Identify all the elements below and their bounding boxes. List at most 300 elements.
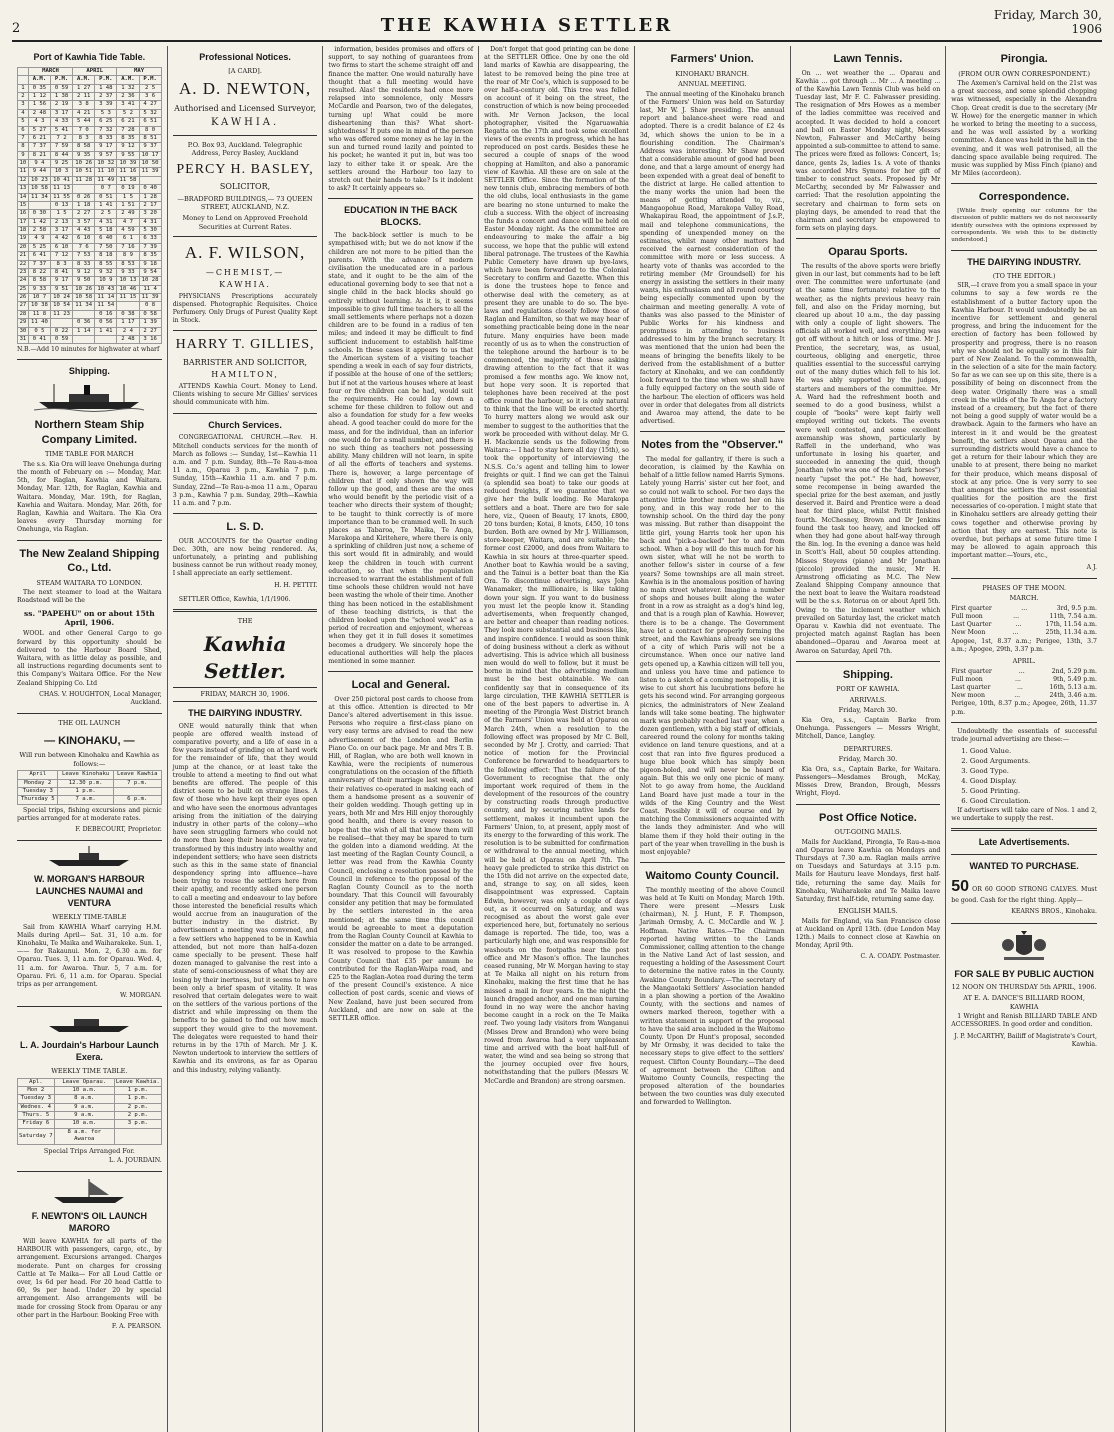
jourdain-cell: Thurs. 5 <box>18 1112 55 1120</box>
moon-march-apogee: Apogee, 1st, 8.37 a.m.; Perigee, 13th, 3.7 a.m.; Apogee, 29th, 3.37 p.m. <box>951 637 1097 653</box>
tide-cell: 11 10 <box>95 168 117 176</box>
tide-blank <box>18 76 29 84</box>
basley-office: —BRADFORD BUILDINGS,— 73 QUEEN STREET, AUCKLAND, N.Z. <box>177 194 313 212</box>
moon-phase-cell: New moon <box>951 692 985 700</box>
tide-cell: 3 39 <box>95 101 117 109</box>
jourdain-row <box>18 1086 162 1094</box>
tide-cell: 4 31 <box>139 218 161 226</box>
tide-cell: 2 36 <box>117 93 139 101</box>
tide-row <box>18 109 162 117</box>
launch-cell: 1 p.m. <box>58 788 113 796</box>
wilson-role: —CHEMIST,— <box>205 267 285 277</box>
newton-launch-signature: F. A. PEARSON. <box>111 1322 162 1330</box>
tide-cell: 0 16 <box>95 310 117 318</box>
tide-cell: 9 18 <box>139 260 161 268</box>
tide-cell: 9 17 <box>95 143 117 151</box>
tide-cell: 8 53 <box>117 260 139 268</box>
divider <box>796 804 941 805</box>
essentials-item: 4. Good Display. <box>961 777 1017 786</box>
jourdain-cell: 9 a.m. <box>54 1112 114 1120</box>
local-general-continued: Don't forget that good printing can be done at the SETTLER Office. One by one the old land marks of Kawhia are disappearing, the latest to be removed being the pine tree at the rear of Mr Coe's, which is supposed to be over half-a-century old. This tree was felled on account of it being on the street, the construction of which is now being proceeded with. Mr Vernon Jackson, the local photographer, visited the Ngaruawahia Regatta on the 17th and took some excellent views of the events in progress, which he has reproduced on post cards. Besides these he secured a couple of snaps of the wood chopping at Hamilton, and also a panoramic view of Kawhia. All these are on sale at the SETTLER Office. Since the formation of the new tennis club, embracing members of both the old clubs, local enthusiasts in the game are bearing no stone unturned to make the club a success. With the object of increasing the funds a concert and dance will be held on Easter Monday night. As the committee are endeavouring to make the affair a big success, we hope that the public will extend liberal patronage. The trustees of the Kawhia Public Cemetery have drawn up bye-laws, which have been forwarded to the Colonial Secretary to confirm and Gazette. When this is done the trustees hope to fence and otherwise deal with the cemetery, as at present they are unable to do so. The bye-laws and regulations closely follow those of Raglan and Hamilton, so that we may hear of something practicable being done in the near future. Many enquiries have been made recently of us as to when the construction of the telephone around the harbour is to be commenced, the majority of those asking drawing attention to the fact that it was promised a few months ago. We know not, but hope very soon. It is reported that telephones have been received at the post office round the harbour, so it is only natural to think that the line will be erected shortly. To hurry matters along we would ask our member to suggest to the authorities that the work be proceeded with without delay. Mr G. H. Mackenzie sends us the following from Waitara:— I had to stay here all day (15th), so took the opportunity of interviewing the N.S.S. Co.'s agent and telling him to lower freights or quit. I find we can get the Tainui (a splendid sea boat) to take our goods at reduced freights, if we guarantee that we give her the bulk loading. Re Marakopa settlers and a boat. There are two for sale here, viz., Queen of Beauty, 17 knots, £800, 20 tons burden; Kotai, 8 knots, £450, 10 tons burden. Both are owned by Mr J. Williamson, store-keeper, Waitara, and are suitable; the former cost £2000, and does from Waitara to Kawhia in six hours at three-quarter speed. Another boat to Kawhia would be a saving, and the Tainui is a better boat than the Kia Ora. To discontinue advertising, says John Wanamaker, the millionaire, is like taking down your sign. If you want to do business you must let the people know it. Standing advertisements, when frequently changed, are better and cheaper than reading notices. They look more substantial and business like, and inspire confidence. I would as soon think of doing business without a clerk as without advertising. This is advice which all business men would do well to follow, but it must be borne in mind that the advertising medium must be the best obtainable. We can confidently say that in consequence of its large circulation, THE KAWHIA SETTLER is one of the best papers to advertise in. A meeting of the Pirongia West District branch of the Farmers' Union was held at Oparau on March 24th, when a resolution to the following effect was proposed by Mr C. Bell, seconded by Mr J. Crotty, and carried: That notice of motion for the Provincial Conference be forwarded to headquarters to the following effect: That the failure of the Government to recognise that the only important work required of them in the development of the resources of the country by constructing roads through productive country, and by securing native lands for settlement, makes it incumbent upon the Farmers' Union, to, at present, apply most of its energy to the forwarding of this work. The resolution is to be submitted for confirmation or withdrawal to the annual meeting, which will be held at Oparau on April 7th. The heavy gale predicted to strike this district on the 15th did not arrive on the expected date, and, strange to say, on all sides, keen disappointment was expressed. Captain Edwin, however, was only a couple of days out, as it occurred on Saturday, and was recognised as about the worst gale ever experienced here, but, fortunately no serious damage is reported. The tide, too, was a particularly high one, and was responsible for washouts on the footpaths near the post office and Mr Mason's office. The launches ceased running, Mr W. Morgan having to stay at Te Maika all night on his return from Kinohaku, making the first time that he has missed a mail in four years. In the night the launch dragged anchor, and one man turning found in no way were the anchor having become caught in a rock on the Te Maika reef. Two young lady visitors from Wanganui (Misses Drew and Brandon) who were being rowed from Awaroa had a very unpleasant time and arrived with the boat half-full of water, the wind and sea being so strong that the journey occupied over five hours, notwithstanding that the pullers (Messrs W. McCardle and Brandon) are strong oarsmen. <box>484 46 629 1085</box>
auction-heading: FOR SALE BY PUBLIC AUCTION <box>954 968 1094 979</box>
oparau-sports-heading: Oparau Sports. <box>828 246 908 259</box>
tide-row <box>18 151 162 159</box>
divider <box>17 359 162 360</box>
tide-cell: 11 39 <box>139 168 161 176</box>
moon-phase-cell: New Moon <box>951 629 986 637</box>
jourdain-cell: 10 a.m. <box>54 1120 114 1128</box>
tide-cell: 10 54 <box>51 302 73 310</box>
jourdain-cell: 2 p.m. <box>114 1103 161 1111</box>
nssc-body: The s.s. Kia Ora will leave Onehunga during the month of February on :— Monday, Mar. 5th, for Raglan, Kawhia and Waitara. Monday, Mar. 12th, for Raglan, Kawhia and Waitara. Monday, Mar. 19th, for Raglan, Kawhia and Waitara. Monday, Mar. 26th, for Raglan, Kawhia and Waitara. The Kia Ora leaves every Thursday morning for Onehunga, via Raglan. <box>17 460 162 534</box>
arrivals-heading: ARRIVALS. <box>849 695 887 704</box>
moon-phase-cell: 2nd, 5.29 p.m. <box>1051 667 1097 675</box>
launch-cell: 6 p.m. <box>113 796 161 804</box>
tide-row <box>18 126 162 134</box>
tide-row <box>18 134 162 142</box>
tide-cell: 9 57 <box>95 151 117 159</box>
tide-cell: 27 <box>18 302 29 310</box>
tide-cell: 9 12 <box>117 143 139 151</box>
tide-cell: 9 25 <box>51 160 73 168</box>
moon-phase-cell: ... <box>1018 667 1025 675</box>
divider <box>951 722 1097 723</box>
masthead-title: THE KAWHIA SETTLER <box>380 15 674 36</box>
column-6 <box>791 46 947 1432</box>
tide-cell: 4 43 <box>73 227 95 235</box>
tide-cell <box>95 335 117 343</box>
tide-cell: 0 56 <box>95 319 117 327</box>
tide-row <box>18 160 162 168</box>
tide-cell: 8 22 <box>28 268 50 276</box>
moon-phase-cell: ... <box>1012 629 1019 637</box>
tide-cell: 8 3 <box>51 260 73 268</box>
coat-of-arms-icon <box>994 929 1054 963</box>
tide-cell: 2 27 <box>139 327 161 335</box>
gillies-role: BARRISTER AND SOLICITOR, <box>183 357 308 367</box>
tide-cell: 2 5 <box>95 210 117 218</box>
tide-cell: 10 3 <box>51 168 73 176</box>
tide-cell: 23 <box>18 268 29 276</box>
farmers-union-subtitle: ANNUAL MEETING. <box>678 80 747 89</box>
basley-name: PERCY H. BASLEY, <box>176 161 314 177</box>
tide-cell: 3 6 <box>139 93 161 101</box>
tide-row <box>18 235 162 243</box>
tide-row <box>18 218 162 226</box>
tide-cell: 8 <box>18 143 29 151</box>
tide-month-march: MARCH <box>28 67 72 75</box>
tide-cell: 9 54 <box>139 268 161 276</box>
tide-row <box>18 327 162 335</box>
wilson-body: PHYSICIANS Prescriptions accurately dispensed. Photographic Requisites. Choice Perfumery. Only Drugs of Purest Quality Kept in Stock. <box>172 292 318 325</box>
tide-cell: 16 <box>18 210 29 218</box>
tide-cell: 0 26 <box>73 193 95 201</box>
tide-cell: 4 59 <box>117 227 139 235</box>
gillies-name: HARRY T. GILLIES, <box>175 337 315 353</box>
jourdain-cell: Tuesday 3 <box>18 1095 55 1103</box>
tide-cell: 10 41 <box>51 176 73 184</box>
tide-cell: 1 27 <box>73 84 95 92</box>
moon-phase-row <box>951 613 1097 621</box>
morgan-title: W. MORGAN'S HARBOUR LAUNCHES NAUMAI and VENTURA <box>34 874 145 909</box>
moon-april-apogee: Perigee, 10th, 8.37 p.m.; Apogee, 26th, 11.37 p.m. <box>951 700 1097 716</box>
tide-cell: 14 <box>18 193 29 201</box>
moon-march-list <box>951 605 1097 638</box>
moon-phase-row <box>951 668 1097 676</box>
tide-cell: 4 3 <box>28 118 50 126</box>
column-3 <box>323 46 479 1432</box>
tide-cell: 5 2 <box>117 109 139 117</box>
card-label: [A CARD]. <box>228 66 262 75</box>
nzsc-name: The New Zealand Shipping Co., Ltd. <box>19 547 160 575</box>
tide-cell: 13 <box>18 185 29 193</box>
tide-cell: 8 41 <box>51 268 73 276</box>
jourdain-cell: Friday 6 <box>18 1120 55 1128</box>
moon-phase-cell: 24th, 3.46 a.m. <box>1049 692 1097 700</box>
lawn-tennis-heading: Lawn Tennis. <box>833 53 903 65</box>
tide-cell: 6 41 <box>28 252 50 260</box>
divider <box>173 330 318 331</box>
tide-ampm: A.M. <box>73 76 95 84</box>
tide-cell: 5 44 <box>73 118 95 126</box>
tide-cell: 7 2 <box>51 134 73 142</box>
launch-cell: Leave Kinohaku <box>58 771 113 779</box>
nzsc-body-2: WOOL and other General Cargo to go forward by this opportunity should be delivered to the Harbour Board Shed, Waitara, with as little delay as possible, and all instructions regarding documents sent to this Company's Waitara Office. For the New Zealand Shipping Co. Ltd <box>17 630 162 687</box>
tide-cell <box>28 201 50 209</box>
gillies-body: ATTENDS Kawhia Court. Money to Lend. Clients wishing to secure Mr Gillies' services should communicate with him. <box>172 382 318 407</box>
masthead <box>12 10 1102 42</box>
tide-row <box>18 201 162 209</box>
auction-body: 1 Wright and Renish BILLIARD TABLE AND ACCESSORIES. In good order and condition. <box>951 1013 1097 1029</box>
nzsc-subtitle: STEAM WAITARA TO LONDON. <box>36 578 143 587</box>
tide-cell: 2 58 <box>28 227 50 235</box>
tide-cell: 10 38 <box>28 302 50 310</box>
tide-cell: 6 10 <box>73 235 95 243</box>
departures-body: Kia Ora, s.s., Captain Barke, for Waitara. Passengers—Mesdames Brough, McKay, Misses Drew, Brandon, Brough, Messrs Wright, Floyd. <box>795 765 941 798</box>
correspondence-note: [While freely opening our columns for the discussion of public matters we do not necessarily identify ourselves with the opinions expressed by correspondents. We wish this to be distinctly understood.] <box>951 207 1097 244</box>
tide-cell: 6 1 <box>117 235 139 243</box>
tide-cell: 0 30 <box>28 210 50 218</box>
tide-cell: 5 <box>18 118 29 126</box>
moon-phase-cell: 3rd, 9.5 p.m. <box>1056 604 1097 612</box>
nameplate-the: THE <box>237 616 253 625</box>
moon-phase-cell: Last Quarter <box>951 621 992 629</box>
tide-cell: 10 26 <box>73 285 95 293</box>
lsd-heading: L. S. D. <box>226 521 264 534</box>
pirongia-subtitle: (FROM OUR OWN CORRESPONDENT.) <box>958 69 1091 78</box>
tide-cell: 2 48 <box>28 109 50 117</box>
launch-row <box>18 779 162 787</box>
pirongia-body: The Axemen's Carnival held on the 21st was a great success, and some splendid chopping was witnessed, especially in the Alexandra Chop. Great credit is due to the secretary (Mr W. Howe) for the energetic manner in which he worked to bring the meeting to a success, and he was well assisted by a working committee. A dance was held in the hall in the evening, and it was well patronised, all the dancing space available being required. The music was supplied by Miss Finch (piano) and Mr Miles (accordeon). <box>951 80 1097 178</box>
tide-table-body <box>18 84 162 344</box>
tide-cell: 11 28 <box>73 176 95 184</box>
tide-cell: 11 34 <box>28 193 50 201</box>
tide-cell: 11 16 <box>117 168 139 176</box>
essentials-list <box>951 747 1097 806</box>
page-number: 2 <box>12 21 21 36</box>
observer-heading: Notes from the "Observer." <box>641 439 784 452</box>
tide-cell: 30 <box>18 327 29 335</box>
tide-cell: 5 18 <box>95 227 117 235</box>
tide-cell: 1 5 <box>117 193 139 201</box>
jourdain-row <box>18 1120 162 1128</box>
tide-cell: 1 32 <box>117 84 139 92</box>
moon-phase-cell: 11th, 7.54 a.m. <box>1049 613 1097 621</box>
column-4 <box>479 46 635 1432</box>
moon-phases-heading: PHASES OF THE MOON. <box>982 583 1067 592</box>
tide-cell: 10 58 <box>73 294 95 302</box>
post-office-heading: Post Office Notice. <box>819 811 917 824</box>
divider <box>951 578 1097 579</box>
tide-cell: 2 19 <box>51 101 73 109</box>
launch-signature: F. DEBECOURT, Proprietor. <box>75 826 162 834</box>
tide-cell: 9 35 <box>73 151 95 159</box>
jourdain-cell: Leave Kawhia. <box>115 1078 160 1085</box>
jourdain-subtitle: WEEKLY TIME TABLE. <box>51 1067 128 1076</box>
tide-cell: 9 4 <box>28 160 50 168</box>
education-body: The back-block settler is much to be sympathised with; but we do not know if the children are not more to be pitied than the parents. With the advance of modern civilisation the uneducated are in a parlous state, and it ought to be the aim of the educational governing body to see that not a single child in the back blocks should go entirely without learning. As it is, it seems impossible to give full time teachers to all the small settlements where perhaps not a dozen children are to be found in a radius of ten miles; and indeed it may be difficult to find sufficient inducement to establish half-time schools. In these cases it appears to us that the American system of a visiting teacher spending a week in each of say four districts, if possible at the house of one of the settlers; but if not at the various houses where at least four or five children can be had, would suit the requirements. He could lay down a scheme for these children to follow out and also a foundation for study for a few weeks ahead. A good teacher could do more for the mass, and for the individual, than an inferior one would do for a small number, and there is no such thing as teachers not possessing ability. Many children will not learn, in spite of all the efforts of teachers and systems. There is, however, a large percentage of children that if only shown the way will follow up the good, and these are the ones who would benefit by the periodic visit of a teacher who directs their system of thought; to be taught to think correctly is of more importance than to be crammed well. In such places as Tabaroa, Te Maika, Te Anga, Marakopa and Kiritehere, where there is only a sprinkling of children just now, a scheme of this sort would fit in admirably, and would keep the children in touch with current education, so that when the population increased to warrant the establishment of full time schools these children would not have been wasting the whole of their time. Another thing has been noticed in the establishment of these teaching districts, is that the children looked upon the "school week" as a period of recreation and enjoyment, whereas when they get it in full doses it sometimes becomes a drudgery. We sincerely hope the educational authorities will help the places mentioned in some manner. <box>328 232 474 665</box>
tide-cell: 11 49 <box>95 176 117 184</box>
tide-cell: 3 41 <box>117 101 139 109</box>
tide-cell: 3 <box>18 101 29 109</box>
tide-month-april: APRIL <box>73 67 117 75</box>
moon-phase-row <box>951 621 1097 629</box>
essentials-item: 6. Good Circulation. <box>961 796 1031 805</box>
jourdain-signature: L. A. JOURDAIN. <box>108 1157 162 1165</box>
editorial-continued: information, besides promises and offers of support, to say nothing of guarantees from two firms to start the scheme straight off and finance the matter. One would naturally have thought that a full meeting would have resulted. Alas! the residents had once more relapsed into somnolence, only Messrs McCardle and Pearson, two of the delegates, turning up! What could be more disheartening than this? What short-sightedness! It puts one in mind of the person who was offered some money as he lay in the sun and turned round lazily and pointed to his pocket; he wanted it put in, but was too lazy to either take it or speak. Are the settlers around the Harbour too lazy to stretch out their hands to take? Is it indolent to ask? It certainly appears so. <box>328 46 474 193</box>
tide-cell: 0 22 <box>51 327 73 335</box>
moon-phase-cell: ... <box>1015 621 1022 629</box>
divider <box>173 609 318 612</box>
launch-cell: 7 a.m. <box>58 796 113 804</box>
waitomo-council-body: The monthly meeting of the above Council was held at Te Kuiti on Monday, March 19th. There were present —Messrs Lusk (chairman), N. J. Hunt, F. F. Thompson, Jarimah Ormsby, A. C. McCardle and W. J. Hoffman. Native Rates.—The Chairman reported having written to the Lands Commissioner, calling attention to the change in the Native Land Act of last session, and requesting a holding of the Assessment Court to determine the native rates in the County. Awakino County Boundary.—The secretary of the Mangaotaki Settlers' Association handed in a plan showing a portion of the Awakino County, with the sections and names of owners marked thereon, together with a written statement in support of the proposal to have the said area included in the Waitomo County. Upon Dr Hunt's proposal, seconded by Mr Ormsby, it was decided to take the necessary steps to give effect to the settlers' request. Clifton County Boundary.—The deed of agreement between the Clifton and Waitomo County Councils, respecting the proposed alteration of the boundaries between the two counties was duly executed and forwarded to Wellington. <box>639 886 785 1107</box>
essentials-outro: If advertisers will take care of Nos. 1 and 2, we undertake to supply the rest. <box>951 806 1097 823</box>
tide-cell: 7 32 <box>95 126 117 134</box>
jourdain-row <box>18 1095 162 1103</box>
essentials-item: 1. Good Value. <box>961 747 1012 756</box>
english-mails-heading: ENGLISH MAILS. <box>838 907 898 916</box>
tide-row <box>18 176 162 184</box>
moon-phase-cell: ... <box>1021 604 1028 612</box>
divider <box>951 250 1097 251</box>
correspondence-heading: Correspondence. <box>978 191 1070 204</box>
wanted-body: OR 60 GOOD STRONG CALVES. Must be good. Cash for the right thing. Apply— <box>951 886 1097 905</box>
moon-phase-cell: Full moon <box>951 675 983 683</box>
observer-body: The medal for gallantry, if there is such a decoration, is claimed by the Kawhia on behalf of a little fellow named Harris Symons. Lately young Harris' sister cut her foot, and so could not walk to school. For two days the attentive little brother mounted her on his pony, and in this way rode her to the township school. On the third day the pony was missing. But rather than disappoint the little girl, young Harris took her upon his back and "pick-a-backed" her to and from school. When a boy will do this much for his own sister, what will he not be worth to another fellow's sister in course of a few years? Some townships are all main street. Kawhia is in the anomalous position of having no main street whatever. Imagine a number of shops and houses built along the water front in a row as straight as a dog's hind leg, and that is a rough plan of Kawhia. However, there is to be a change. The Government have let a contract for properly forming the street, and the Kawhians already see visions of a city of which Paris will not be a circumstance. When once our native land gets opened up, a Kawhia citizen will tell you, and unless you have time and patience to listen to a sketch of a coming metropolis, it is wise to cut short his lucubrations before he gets his second wind. For arranging gorgeous picnics, the administrators of New Zealand lands will take some beating. The highwater mark was probably reached last year, when a dozen gentlemen, with a big staff of officials, careered round the colony for months taking evidence on land tenure questions, and at a cost that ran into five figures produced a huge blue book which has simply been pigeon-holed, and will never be heard of again. But this we only one picnic of many. Not to go away from home, the Auckland Land Board have just made a tour in the wilds of the King Country and the West Coast. Possibly it will of course end by matching the Commissioners acquainted with the lands they administer. And who will blame them if they hold their outing in the part of the year when travelling in the bush is most enjoyable? <box>639 455 785 856</box>
tide-cell: 0 38 <box>117 310 139 318</box>
tide-cell: 8 0 <box>139 126 161 134</box>
port-name: PORT OF KAWHIA. <box>836 685 900 694</box>
tide-cell: 4 7 <box>117 218 139 226</box>
moon-phase-cell: First quarter <box>951 667 992 675</box>
jourdain-cell: Apl. <box>18 1078 55 1086</box>
launch-subtitle: Will run between Kinohaku and Kawhia as follows:— <box>19 751 160 768</box>
tide-month-row <box>18 67 162 75</box>
moon-april-label: APRIL. <box>1012 657 1036 666</box>
lsd-signature: H. H. PETTIT. <box>274 581 318 589</box>
tide-cell: 11 14 <box>95 294 117 302</box>
dairying-letter-heading: THE DAIRYING INDUSTRY. <box>967 256 1082 267</box>
tide-cell: 5 27 <box>28 126 50 134</box>
jourdain-cell: 1 p.m. <box>114 1086 161 1094</box>
dairying-letter-signature: A J. <box>1086 563 1097 571</box>
tide-row <box>18 168 162 176</box>
tide-cell: 5 41 <box>51 126 73 134</box>
post-office-body: Mails for Auckland, Pirongia, Te Rau-a-moa and Oparau leave Kawhia on Mondays and Thursdays at 7.30 a.m. Raglan mails arrive on Tuesdays and Saturdays at 3.15 p.m. Mails for Hauturu leave Mondays, first half-tide, returning the same day. Mails for Kinohaku, Waiharakeke and Te Maika leave Saturday, first half-tide, returning same day. <box>795 838 941 903</box>
tide-cell <box>51 319 73 327</box>
tide-cell: 7 37 <box>28 260 50 268</box>
moon-april-list <box>951 668 1097 701</box>
essentials-item: 2. Good Arguments. <box>961 757 1031 766</box>
tide-cell: 10 23 <box>28 176 50 184</box>
divider <box>640 431 785 432</box>
jourdain-note: Special Trips Arranged For. <box>43 1146 135 1155</box>
church-services-body: CONGREGATIONAL CHURCH.—Rev. H. Mitchell conducts services for the month of March as follows :— Sunday, 1st—Kawhia 11 a.m. and 7 p.m. Sunday, 8th—Te Rau-a-moa 11 a.m., Oparau 3 p.m., Kawhia 7 p.m. Sunday, 15th—Kawhia 11 a.m. and 7 p.m. Sunday, 22nd—Te Rau-a-moa 11 a.m., Oparau 3 p.m., Kawhia 7 p.m. Sunday, 29th—Kawhia 11 a.m. and 7 p.m. <box>172 434 318 507</box>
tide-cell: 7 12 <box>51 252 73 260</box>
tide-cell: 7 16 <box>117 243 139 251</box>
auction-signature: J. P. McCARTHY, Bailiff of Magistrate's Court, Kawhia. <box>954 1032 1097 1048</box>
tide-cell: 22 <box>18 260 29 268</box>
tide-cell: 8 35 <box>117 134 139 142</box>
nzsc-ship: ss. "PAPEHU" on or about 15th April, 1906. <box>24 608 155 628</box>
tide-ampm: P.M. <box>139 76 161 84</box>
tide-cell: 18 <box>18 227 29 235</box>
tide-row <box>18 193 162 201</box>
launch-boat-icon <box>44 1012 134 1034</box>
launch-cell: 7 p.m. <box>113 779 161 787</box>
jourdain-cell: Saturday 7 <box>18 1128 55 1144</box>
tide-ampm: P.M. <box>95 76 117 84</box>
tide-cell: 8 58 <box>28 277 50 285</box>
jourdain-cell: 2 p.m. <box>114 1112 161 1120</box>
tide-cell: 7 28 <box>117 126 139 134</box>
tide-cell: 4 21 <box>73 109 95 117</box>
pirongia-heading: Pirongia. <box>1000 53 1048 65</box>
moon-phase-cell: Last quarter <box>951 683 991 691</box>
moon-phase-cell: First quarter <box>951 604 992 612</box>
oparau-sports-body: The results of the above sports were briefly given in our last, but comments had to be left over. The committee were unfortunate (and at the same time fortunate) relative to the weather, as the nights previous heavy rain fell, and also on the Friday morning, but cleared up about 10 a.m., the day passing with only a couple of light showers. The officials all worked well, and everything was got off without a hitch or loss of time. Mr J. Prentice, the secretary, was, as usual, courteous, obliging and energetic, three qualities essential to the successful carrying out of the many duties which fell to his lot. He was ably supported by the judges, starters and members of the committee. Mr A. Ward had the refreshment booth and seemed to do a good business, whilst a couple of "books" were kept fairly well employed writing out tickets. The events were well contested, and some excellent axemanship was shown, particularly by Raffell in the underhand, who was unfortunate in losing his quarter, and succeeded in annexing the quid, though Jonathan (who was one of the "dark horses") nearly "upset the pot." He had, however, some recompense in being awarded the special prize for the best axeman, and justly deserved it. Baird and Prentice were a dead heat for third place, whilst Pettit finished fourth. McChesney, Brown and Dr Jenkins found the task too heavy, and knocked off when they had gone about half-way through the 8in. log. In the evening a dance was held in Scott's Hall, about 50 couples attending. Misses Steyens (piano) and Mr Jonathan (piccolo) provided the music, Mr H. Armstrong officiating as M.C. The New Zealand Shipping Company announce that the next boat to leave the Waitara roadstead will be the s.s. Rotorua on or about April 5th. Owing to the inclement weather which prevailed on Saturday last, the cricket match Oparau v. Kawhia did not eventuate. The projected match against Raglan has been abandoned—Oparau and Awaroa meet at Awaroa on Saturday, April 7th. <box>795 262 941 655</box>
tide-row <box>18 294 162 302</box>
tide-cell: 6 51 <box>139 118 161 126</box>
tide-cell: 11 8 <box>28 310 50 318</box>
tide-cell: 1 <box>18 84 29 92</box>
moon-phase-cell: 16th, 5.13 a.m. <box>1049 683 1097 691</box>
divider <box>951 923 1097 924</box>
tide-cell: 2 13 <box>51 218 73 226</box>
gillies-place: HAMILTON, <box>211 370 279 380</box>
lsd-body: OUR ACCOUNTS for the Quarter ending Dec. 30th, are now being rendered. As, unfortunately, a printing and publishing business cannot be run without ready money, I shall appreciate an early settlement. <box>172 537 318 578</box>
tide-cell: 8 35 <box>139 252 161 260</box>
wanted-signature: KEARNS BROS., Kinohaku. <box>1011 908 1097 916</box>
waitomo-council-heading: Waitomo County Council. <box>645 870 779 883</box>
dairying-letter-body: SIR,—I crave from you a small space in your columns to say a few words re the establishment of a butter factory upon the Kawhia Harbour. It would undoubtedly be an incentive for settlement and general progress, and bring the inducement for the erection of factory has been followed by prosperity and progress, there is no reason why we should not be equally so in this fair part of New Zealand. To the commonwealth, in the selection of a site for the main factory. So far as we can see up on this site, there is a possibility of being on disconnect from the deep water. Originally there was a small creek in the wilds of the Te Anga for a factory instead of a creamery, but the fact of there not being a good supply of water would be a drawback. Again to the farmers who have an interest in it and would be the greatest benefit, the settlers about Oparau and the surrounding districts would have a chance to get a return for their labour which they are unable to at present, there being no market for their produce, which means disposal of stock at any price. One is very sorry to see that amongst the settlers the most essential qualities for the position are the first necessaries of co-operation. I might state that in Kinohaku settlers are already getting their cows together and otherwise proving by action that they are earnest. This note is overdue, but perhaps at some future time I may be allowed to again approach this important matter.—Yours, etc., <box>951 282 1097 560</box>
tide-cell: 8 3 <box>73 134 95 142</box>
tide-cell: 1 12 <box>28 93 50 101</box>
basley-address: P.O. Box 93, Auckland. Telegraphic Address, Percy Basley, Auckland <box>187 140 303 158</box>
launch-cell <box>113 788 161 796</box>
tide-cell: 6 <box>18 126 29 134</box>
launch-cell: 12.30 p.m. <box>58 779 113 787</box>
jourdain-cell: Wednes. 4 <box>18 1103 55 1111</box>
basley-note: Money to Lend on Approved Freehold Securities at Current Rates. <box>182 213 308 231</box>
tide-cell: 29 <box>18 319 29 327</box>
departures-heading: DEPARTURES. <box>843 744 893 753</box>
tide-cell: 8 55 <box>95 260 117 268</box>
divider <box>17 540 162 541</box>
tide-cell: 1 41 <box>95 327 117 335</box>
tide-month-may: MAY <box>117 67 161 75</box>
tide-cell <box>73 185 95 193</box>
moon-phase-row <box>951 692 1097 700</box>
jourdain-title: L. A. Jourdain's Harbour Launch Exera. <box>19 1040 159 1063</box>
divider <box>17 1171 162 1172</box>
moon-phase-cell: ... <box>1015 675 1021 683</box>
morgan-body: Sail from KAWHIA Wharf carrying H.M. Mails during April— Sat. 31, 10 a.m. for Kinohaku, Te Maika and Waiharakeke. Sun. 1, —— for Rakaunui. Mon. 2, 6.30 a.m. for Oparau. Tues. 3, 11 a.m. for Oparau. Wed. 4, 11 a.m. for Awaroa. Thur. 5, 7 a.m. for Oparau. Fri. 6, 11 a.m. for Oparau. Special trips as per arrangement. <box>17 923 162 988</box>
tide-row <box>18 185 162 193</box>
education-heading: EDUCATION IN THE BACK BLOCKS. <box>344 205 458 228</box>
divider <box>173 236 318 237</box>
tide-row <box>18 252 162 260</box>
nzsc-signature: CHAS. V. HOUGHTON, Local Manager, Auckland. <box>39 690 162 706</box>
tide-cell: 9 51 <box>51 285 73 293</box>
wanted-number: 50 <box>951 878 970 896</box>
essentials-intro: Undoubtedly the essentials of successful trade journal advertising are these:— <box>951 727 1097 743</box>
column-5 <box>635 46 791 1432</box>
launch-boat-icon <box>44 846 134 868</box>
tide-cell: 8 33 <box>95 134 117 142</box>
auction-location: AT E. A. DANCE'S BILLIARD ROOM, KAWHIA <box>963 993 1085 1011</box>
tide-cell: 10 50 <box>139 160 161 168</box>
tide-cell: 4 31 <box>95 218 117 226</box>
tide-cell: 11 40 <box>28 319 50 327</box>
divider <box>17 713 162 714</box>
tide-cell: 7 0 <box>73 126 95 134</box>
farmers-union-branch: KINOHAKU BRANCH. <box>675 69 750 78</box>
tide-cell: 11 39 <box>139 294 161 302</box>
newton-place: KAWHIA. <box>210 117 280 129</box>
divider <box>173 513 318 514</box>
farmers-union-heading: Farmers' Union. <box>670 53 754 65</box>
local-general-body: Over 250 pictoral post cards to choose from at this office. Attention is directed to Mr Dance's altered advertisement in this issue. Persons who require a first-class piano on very easy terms are advised to read the new advertisement of the London and Berlin Piano Co. on our back page. Mr and Mrs T. B. Hill, of Raglan, who are both well known in Kawhia, were the recipients of numerous congratulations on the occasion of the fiftieth anniversary of their marriage last week, and their relatives co-operated in making each of them a handsome present as a souvenir of their golden wedding. Though getting up in years, both Mr and Mrs Hill enjoy thoroughly good health, and there is every reason to hope that the wish of all that know them will be realised—that they may be spared to turn the golden into a diamond wedding. At the last meeting of the Raglan County Council, a letter was read from the Kawhia County Council, enclosing a resolution passed by the Council in reference to the proposal of the Raglan County Council as to the north boundary. That this Council will favourably consider any petition that may be formulated by the settlers interested in the area mentioned; at the same time this council would be agreeable to meet a deputation from the Raglan County Council at Kawhia to consider the matter on a date to be arranged. It was resolved to propose to the Kawhia County Council that £35 per annum be contributed for the Raglan-Waipa road, and £25 to the Raglan-Aotea road during the term of the present Council's existence. A nice collection of post cards, scenic and views of New Zealand, have just been secured from Auckland, and are now on sale at the SETTLER office. <box>328 695 474 1022</box>
tide-cell: 10 39 <box>117 160 139 168</box>
nzsc-body-1: The next steamer to load at the Waitara Roadstead will be the <box>17 589 162 605</box>
tide-cell: 11 23 <box>51 310 73 318</box>
tide-cell: 1 42 <box>28 218 50 226</box>
tide-cell: 10 28 <box>139 277 161 285</box>
divider <box>796 661 941 662</box>
launch-table <box>17 770 162 805</box>
tide-cell: 11 34 <box>73 302 95 310</box>
jourdain-row <box>18 1078 162 1086</box>
english-mails-body: Mails for England, via San Francisco close at Auckland on April 13th. (due London May 12th.) Mails to connect close at Kawhia on Monday, April 9th. <box>795 917 941 950</box>
departures-date: Friday, March 30. <box>838 755 898 764</box>
tide-cell: 6 25 <box>95 118 117 126</box>
tide-cell: 2 4 <box>117 327 139 335</box>
tide-cell: 10 51 <box>73 168 95 176</box>
tide-cell: 0 35 <box>28 84 50 92</box>
divider <box>951 183 1097 184</box>
tide-cell: 5 32 <box>139 109 161 117</box>
tide-cell: 0 51 <box>95 193 117 201</box>
wilson-place: KAWHIA. <box>219 280 271 290</box>
columns <box>12 46 1102 1432</box>
launch-cell: Tuesday 3 <box>18 788 58 796</box>
tide-cell: 2 27 <box>73 210 95 218</box>
tide-row <box>18 243 162 251</box>
tide-cell: 9 <box>18 151 29 159</box>
tide-cell: 8 18 <box>95 252 117 260</box>
tide-row <box>18 260 162 268</box>
